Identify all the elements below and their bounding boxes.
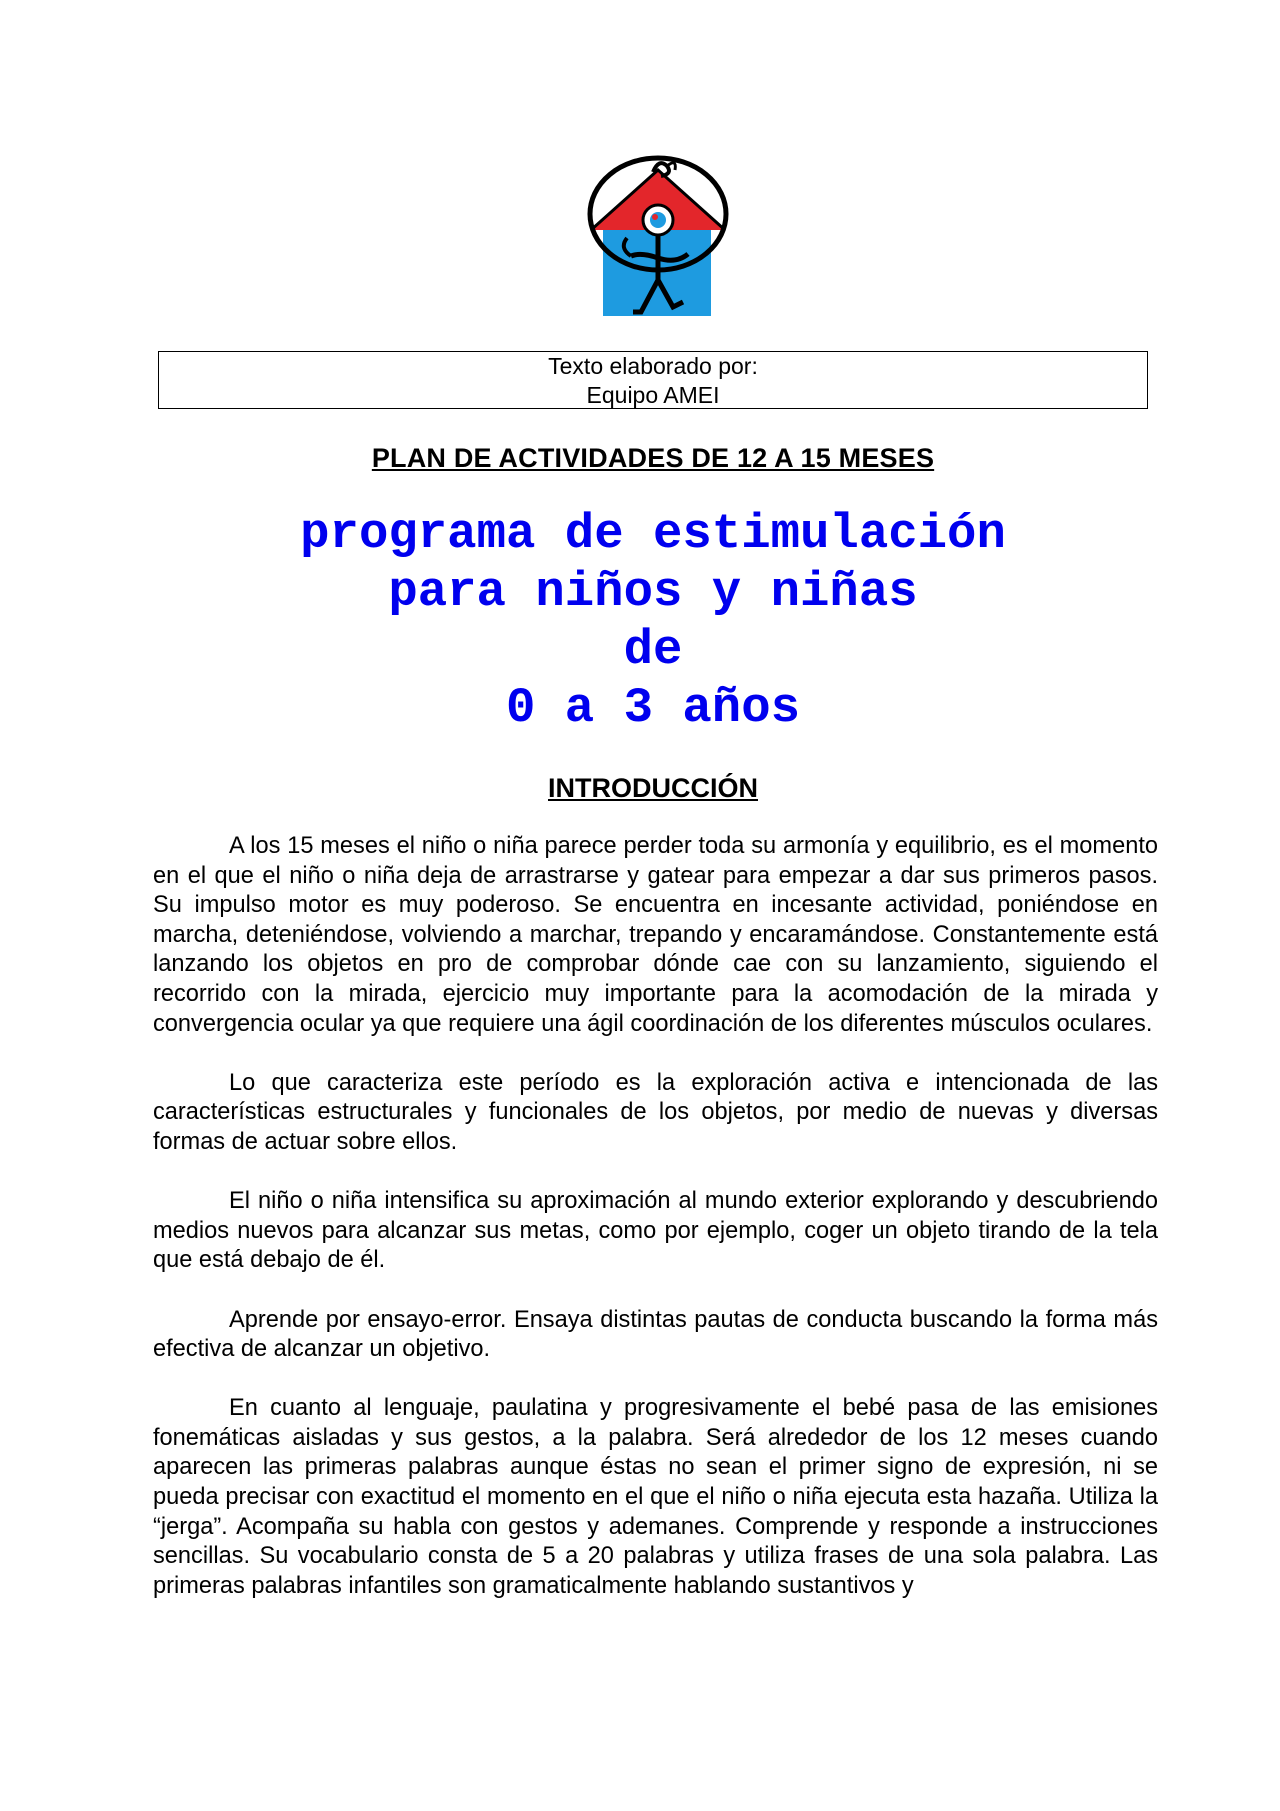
paragraph-5: En cuanto al lenguaje, paulatina y progresivamente el bebé pasa de las emisiones fonemáticas aisladas y sus gestos, a la palabra. Será alrededor de los 12 meses cuando aparecen las primeras palabras aunque éstas no sean el primer signo de expresión, ni se pueda precisar con exactitud el momento en el que el niño o niña ejecuta esta hazaña. Utiliza la “jerga”. Acompaña su habla con gestos y ademanes. Comprende y responde a instrucciones sencillas. Su vocabulario consta de 5 a 20 palabras y utiliza frases de una sola palabra. Las primeras palabras infantiles son gramaticalmente hablando sustantivos y bbox=[153, 1395, 1158, 1599]
paragraph-3: El niño o niña intensifica su aproximación al mundo exterior explorando y descubriendo medios nuevos para alcanzar sus metas, como por ejemplo, coger un objeto tirando de la tela que está debajo de él. bbox=[153, 1188, 1158, 1274]
plan-title: PLAN DE ACTIVIDADES DE 12 A 15 MESES bbox=[371, 443, 935, 473]
introduction-heading: INTRODUCCIÓN bbox=[548, 773, 758, 803]
credit-box bbox=[158, 351, 1148, 409]
paragraph-2: Lo que caracteriza este período es la exploración activa e intencionada de las características estructurales y funcionales de los objetos, por medio de nuevas y diversas formas de actuar sobre ellos. bbox=[153, 1069, 1158, 1155]
amei-logo-icon bbox=[583, 152, 733, 322]
credit-line-2: Equipo AMEI bbox=[586, 382, 720, 408]
paragraph-1: A los 15 meses el niño o niña parece perder toda su armonía y equilibrio, es el momento en el que el niño o niña deja de arrastrarse y gatear para empezar a dar sus primeros pasos. Su impulso motor es muy poderoso. Se encuentra en incesante actividad, poniéndose en marcha, deteniéndose, volviendo a marchar, trepando y encaramándose. Constantemente está lanzando los objetos en pro de comprobar dónde cae con su lanzamiento, siguiendo el recorrido con la mirada, ejercicio muy importante para la acomodación de la mirada y convergencia ocular ya que requiere una ágil coordinación de los diferentes músculos oculares. bbox=[153, 833, 1158, 1037]
program-title-line-1: programa de estimulación bbox=[300, 506, 1006, 562]
program-title-line-4: 0 a 3 años bbox=[505, 680, 801, 736]
program-title-line-3: de bbox=[623, 622, 683, 678]
program-title bbox=[158, 505, 1148, 737]
program-title-line-2: para niños y niñas bbox=[388, 564, 918, 620]
credit-line-1: Texto elaborado por: bbox=[548, 353, 758, 379]
introduction-body bbox=[153, 832, 1158, 1631]
paragraph-4: Aprende por ensayo-error. Ensaya distintas pautas de conducta buscando la forma más efectiva de alcanzar un objetivo. bbox=[153, 1306, 1158, 1363]
